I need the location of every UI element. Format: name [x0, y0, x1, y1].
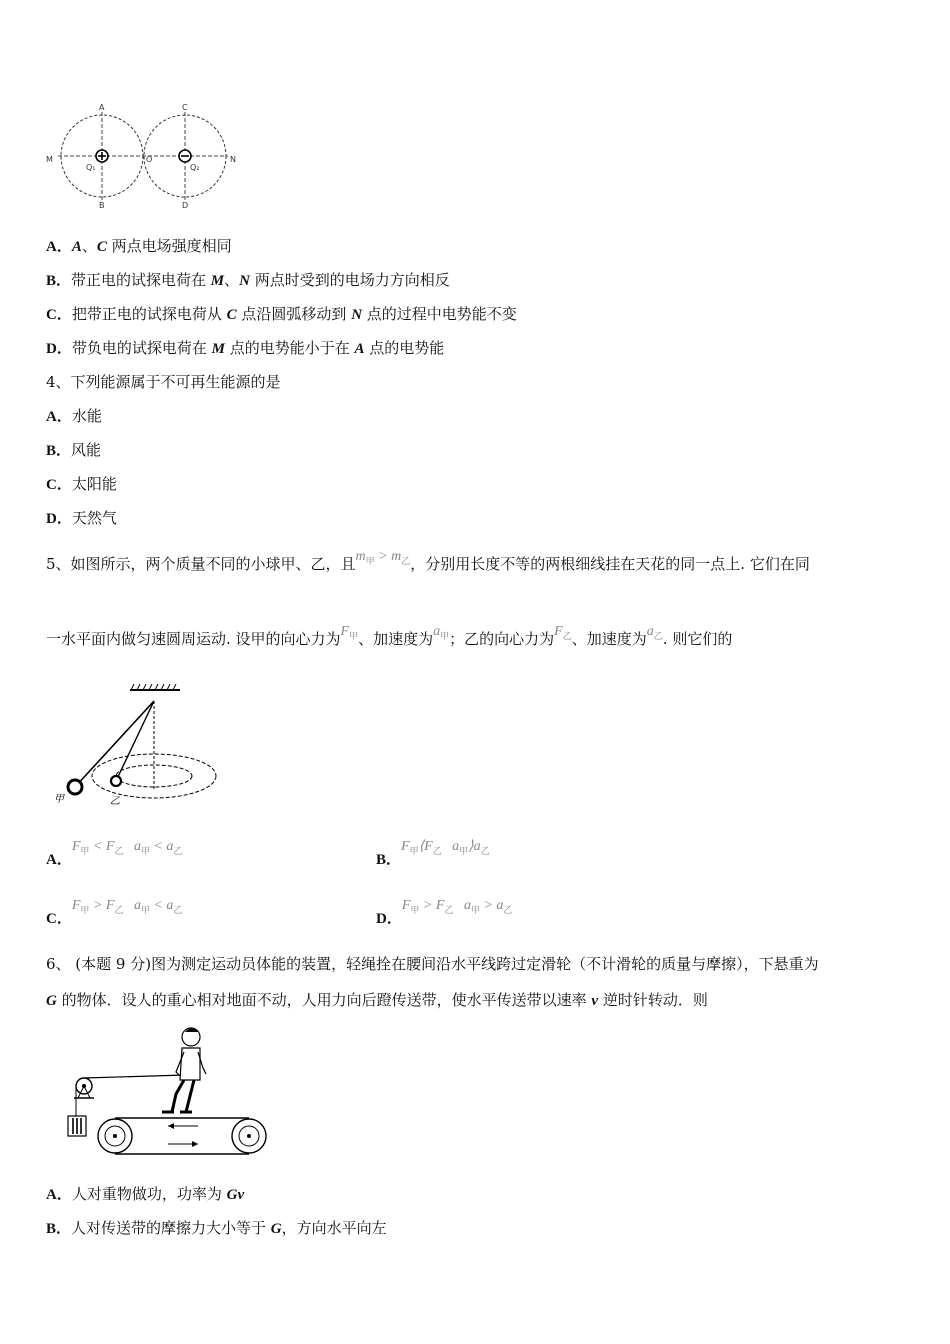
a-yi: $a_乙$: [646, 624, 663, 641]
label-A: A: [99, 103, 105, 112]
label-C: C: [182, 103, 188, 112]
q5-option-b[interactable]: B．$F_甲⟨F_乙$ $a_甲⟩a_乙$: [376, 839, 490, 868]
label-yi: 乙: [110, 796, 120, 807]
label-Q1: Q₁: [86, 163, 96, 172]
q4-option-d[interactable]: D．天然气: [46, 509, 117, 527]
q4-option-c[interactable]: C．太阳能: [46, 475, 117, 493]
conical-pendulum-figure: [48, 684, 228, 808]
q6-option-a[interactable]: A．人对重物做功，功率为 Gv: [46, 1185, 245, 1203]
q3-option-d[interactable]: D．带负电的试探电荷在 M 点的电势能小于在 A 点的电势能: [46, 339, 445, 357]
q3-option-c[interactable]: C．把带正电的试探电荷从 C 点沿圆弧移动到 N 点的过程中电势能不变: [46, 305, 517, 323]
q3-option-b[interactable]: B．带正电的试探电荷在 M、N 两点时受到的电场力方向相反: [46, 271, 450, 289]
q5-option-d[interactable]: D．$F_甲 > F_乙$ $a_甲 > a_乙$: [376, 898, 513, 927]
q5-option-a[interactable]: A．$F_甲 < F_乙$ $a_甲 < a_乙$: [46, 839, 183, 868]
q6-stem-line2: G 的物体．设人的重心相对地面不动，人用力向后蹬传送带，使水平传送带以速率 v 逆时针转动．则: [46, 991, 708, 1009]
label-O: O: [146, 155, 153, 164]
label-Q2: Q₂: [190, 163, 200, 172]
q4-stem: 4、下列能源属于不可再生能源的是: [46, 373, 281, 391]
q5-option-c[interactable]: C．$F_甲 > F_乙$ $a_甲 < a_乙$: [46, 898, 183, 927]
electric-field-figure: [40, 100, 250, 212]
label-jia: 甲: [54, 794, 64, 805]
q6-stem-line1: 6、 (本题 9 分)图为测定运动员体能的装置，轻绳拴在腰间沿水平线跨过定滑轮（不计滑轮的质量与摩擦），下悬重为: [46, 955, 819, 973]
mass-inequality: $m_甲 > m_乙$: [355, 549, 411, 566]
F-jia: $F_甲$: [340, 624, 359, 641]
label-N: N: [230, 155, 236, 164]
label-B: B: [99, 201, 105, 210]
q4-option-a[interactable]: A．水能: [46, 407, 102, 425]
label-M: M: [46, 155, 53, 164]
q5-stem-line2: 一水平面内做匀速圆周运动. 设甲的向心力为$F_甲$、加速度为$a_甲$；乙的向心力为$F_乙$、加速度为$a_乙$. 则它们的: [46, 624, 733, 648]
q5-stem-line1: 5、如图所示，两个质量不同的小球甲、乙，且$m_甲 > m_乙$，分别用长度不等的两根细线挂在天花的同一点上. 它们在同: [46, 549, 810, 573]
F-yi: $F_乙$: [554, 624, 572, 641]
a-jia: $a_甲$: [433, 624, 450, 641]
q4-option-b[interactable]: B．风能: [46, 441, 102, 459]
q6-option-b[interactable]: B．人对传送带的摩擦力大小等于 G，方向水平向左: [46, 1219, 387, 1237]
label-D: D: [182, 201, 189, 210]
q3-option-a[interactable]: A．A、C 两点电场强度相同: [46, 237, 232, 255]
treadmill-figure: [60, 1024, 275, 1166]
